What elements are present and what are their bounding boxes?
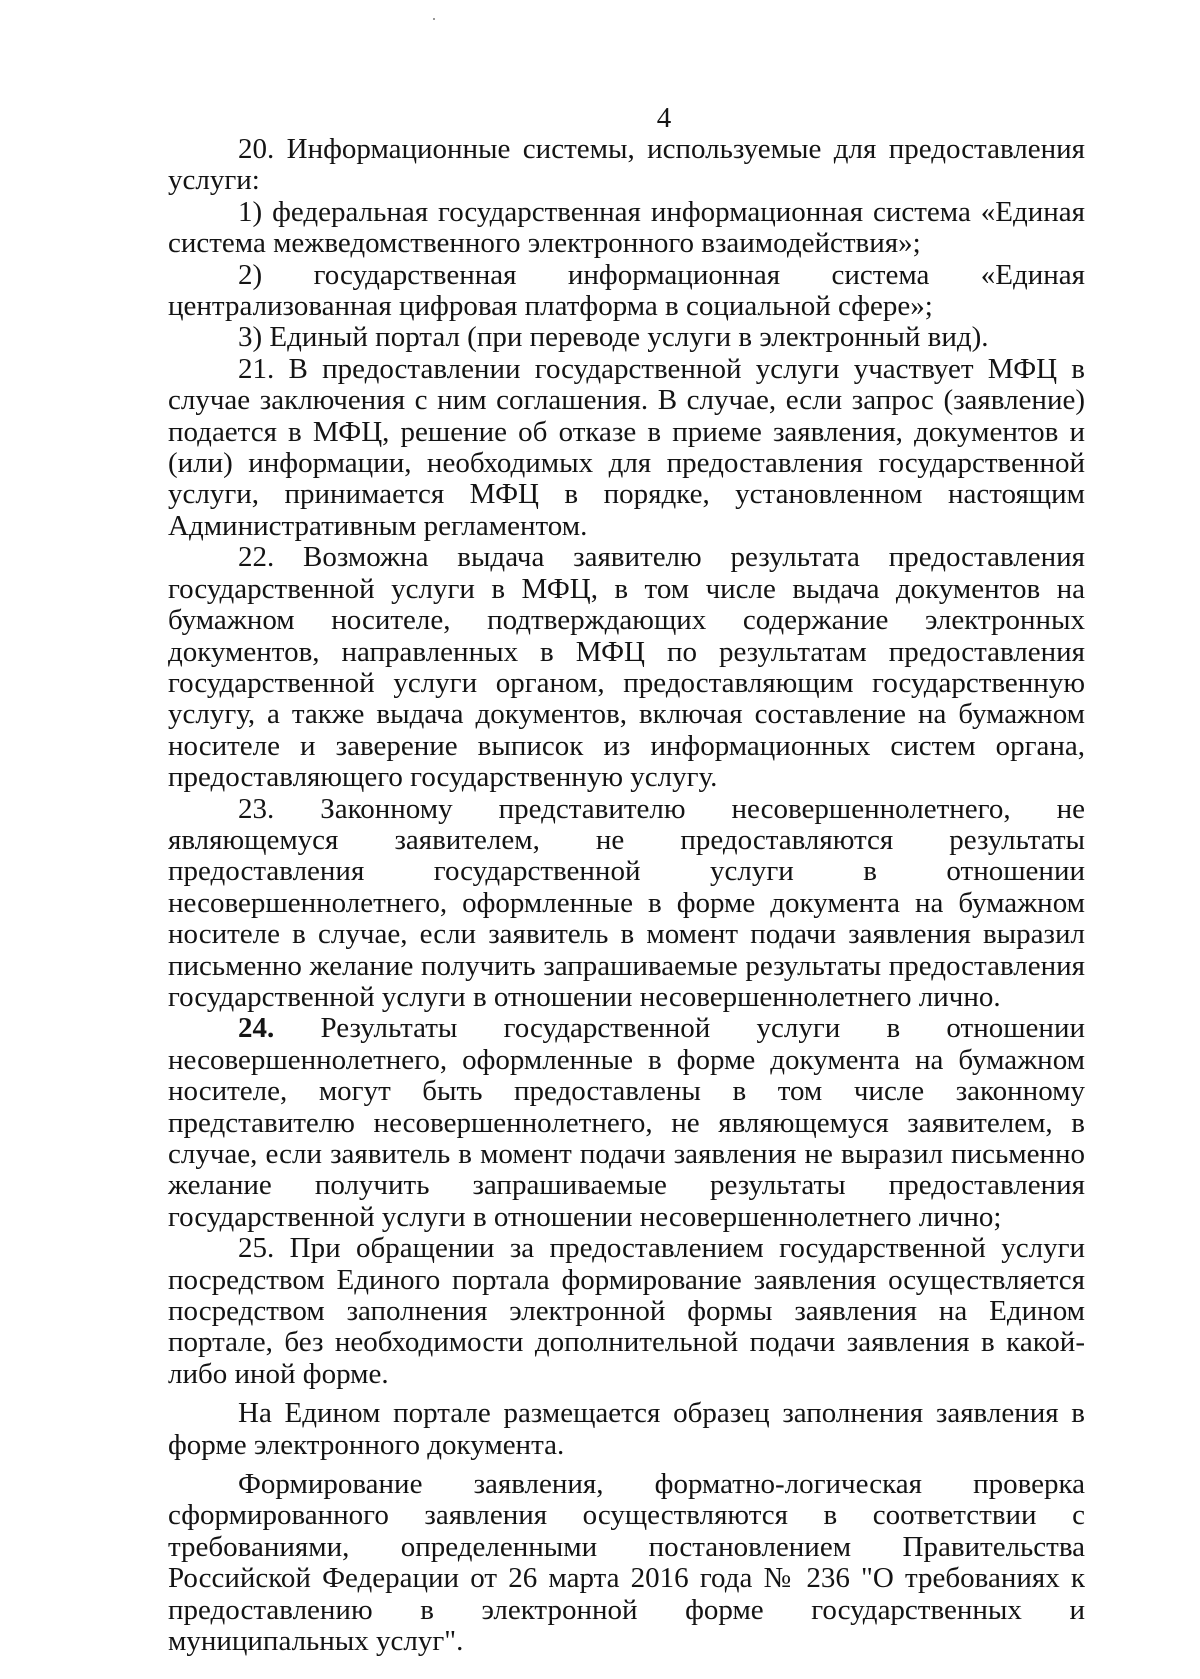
paragraph-20-item-2: 2) государственная информационная система «Единая централизованная цифровая платформа в социальной сфере»; [168,258,1085,323]
paragraph-21: 21. В предоставлении государственной услуги участвует МФЦ в случае заключения с ним соглашения. В случае, если запрос (заявление) подается в МФЦ, решение об отказе в приеме заявления, документов и (или) информации, необходимых для предоставления государственной услуги, принимается МФЦ в порядке, установленном настоящим Административным регламентом. [168,352,1085,542]
paragraph-25: 25. При обращении за предоставлением государственной услуги посредством Единого портала формирование заявления осуществляется посредством заполнения электронной формы заявления на Едином портале, без необходимости дополнительной подачи заявления в какой-либо иной форме. [168,1232,1085,1390]
scan-speck [433,18,435,20]
paragraph-24-text: Результаты государственной услуги в отношении несовершеннолетнего, оформленные в форме документа на бумажном носителе, могут быть предоставлены в том числе законному представителю несовершеннолетнего, не являющемуся заявителем, в случае, если заявитель в момент подачи заявления не выразил письменно желание получить запрашиваемые результаты предоставления государственной услуги в отношении несовершеннолетнего лично; [168,1012,1085,1233]
paragraph-20: 20. Информационные системы, используемые для предоставления услуги: [168,133,1085,197]
paragraph-23: 23. Законному представителю несовершеннолетнего, не являющемуся заявителем, не предоставляются результаты предоставления государственной услуги в отношении несовершеннолетнего, оформленные в форме документа на бумажном носителе в случае, если заявитель в момент подачи заявления выразил письменно желание получить запрашиваемые результаты предоставления государственной услуги в отношении несовершеннолетнего лично. [168,792,1085,1013]
paragraph-20-item-3: 3) Единый портал (при переводе услуги в электронный вид). [238,321,989,354]
paragraph-25-validation: Формирование заявления, форматно-логическая проверка сформированного заявления осуществляются в соответствии с требованиями, определенными постановлением Правительства Российской Федерации от 26 марта 2016 года № 236 "О требованиях к предоставлению в электронной форме государственных и муниципальных услуг". [168,1468,1085,1658]
document-body [168,134,1085,1658]
page-number: 4 [656,102,672,134]
paragraph-24-number: 24. [238,1012,275,1045]
paragraph-25-sample: На Едином портале размещается образец заполнения заявления в форме электронного документа. [168,1397,1085,1461]
paragraph-24 [168,1013,1085,1233]
paragraph-20-item-1: 1) федеральная государственная информационная система «Единая система межведомственного электронного взаимодействия»; [168,195,1085,260]
paragraph-22: 22. Возможна выдача заявителю результата предоставления государственной услуги в МФЦ, в том числе выдача документов на бумажном носителе, подтверждающих содержание электронных документов, направленных в МФЦ по результатам предоставления государственной услуги органом, предоставляющим государственную услугу, а также выдача документов, включая составление на бумажном носителе и заверение выписок из информационных систем органа, предоставляющего государственную услугу. [168,541,1085,794]
